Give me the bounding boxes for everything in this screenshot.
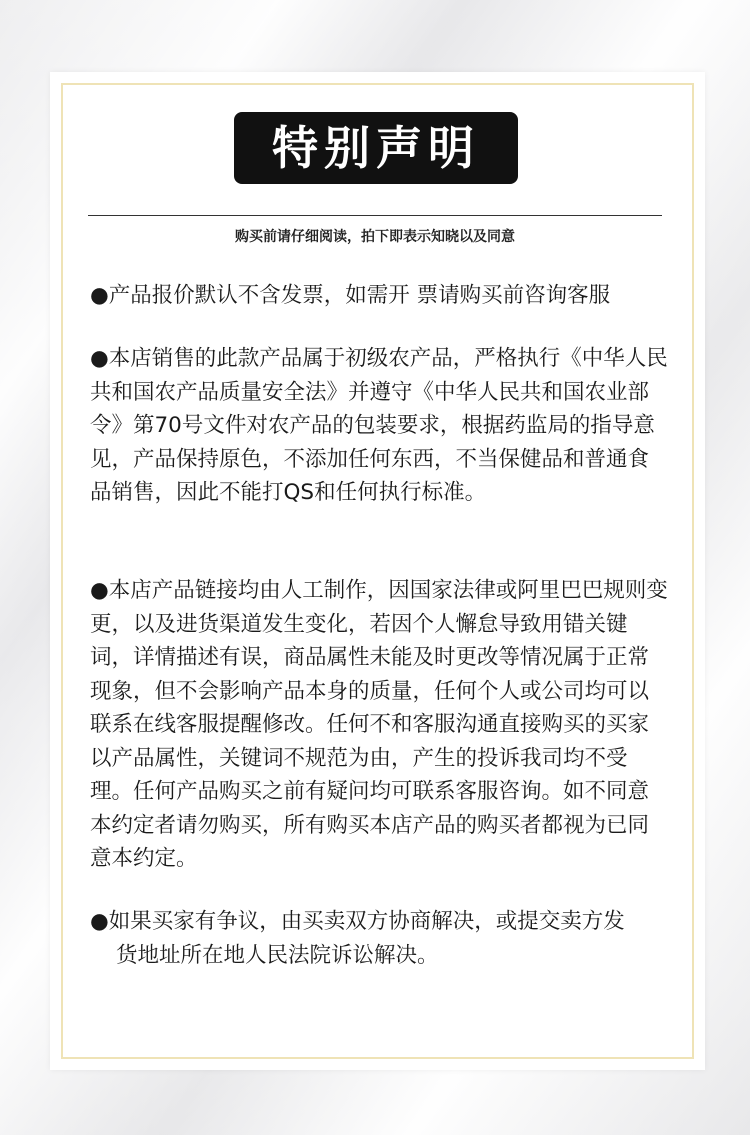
statement-dispute-line2: 货地址所在地人民法院诉讼解决。 <box>116 942 439 968</box>
statement-card <box>50 72 705 1070</box>
reading-notice: 购买前请仔细阅读，拍下即表示知晓以及同意 <box>235 229 515 245</box>
statement-agricultural-product: ●本店销售的此款产品属于初级农产品，严格执行《中华人民共和国农产品质量安全法》并遵守《中华人民共和国农业部令》第70号文件对农产品的包装要求，根据药监局的指导意见，产品保持原色，不添加任何东西，不当保健品和普通食品销售，因此不能打QS和任何执行标准。 <box>90 346 668 505</box>
statement-invoice: ●产品报价默认不含发票，如需开 票请购买前咨询客服 <box>90 283 611 308</box>
statement-product-listing: ●本店产品链接均由人工制作，因国家法律或阿里巴巴规则变更，以及进货渠道发生变化，若因个人懈怠导致用错关键词，详情描述有误，商品属性未能及时更改等情况属于正常现象，但不会影响产品本身的质量，任何个人或公司均可以联系在线客服提醒修改。任何不和客服沟通直接购买的买家以产品属性，关键词不规范为由，产生的投诉我司均不受理。任何产品购买之前有疑问均可联系客服咨询。如不同意本约定者请勿购买，所有购买本店产品的购买者都视为已同意本约定。 <box>90 578 668 871</box>
divider <box>88 215 662 216</box>
page-title: 特别声明 <box>234 112 518 184</box>
statement-dispute-line1: ●如果买家有争议，由买卖双方协商解决，或提交卖方发 <box>90 909 625 934</box>
statement-dispute <box>90 905 670 972</box>
